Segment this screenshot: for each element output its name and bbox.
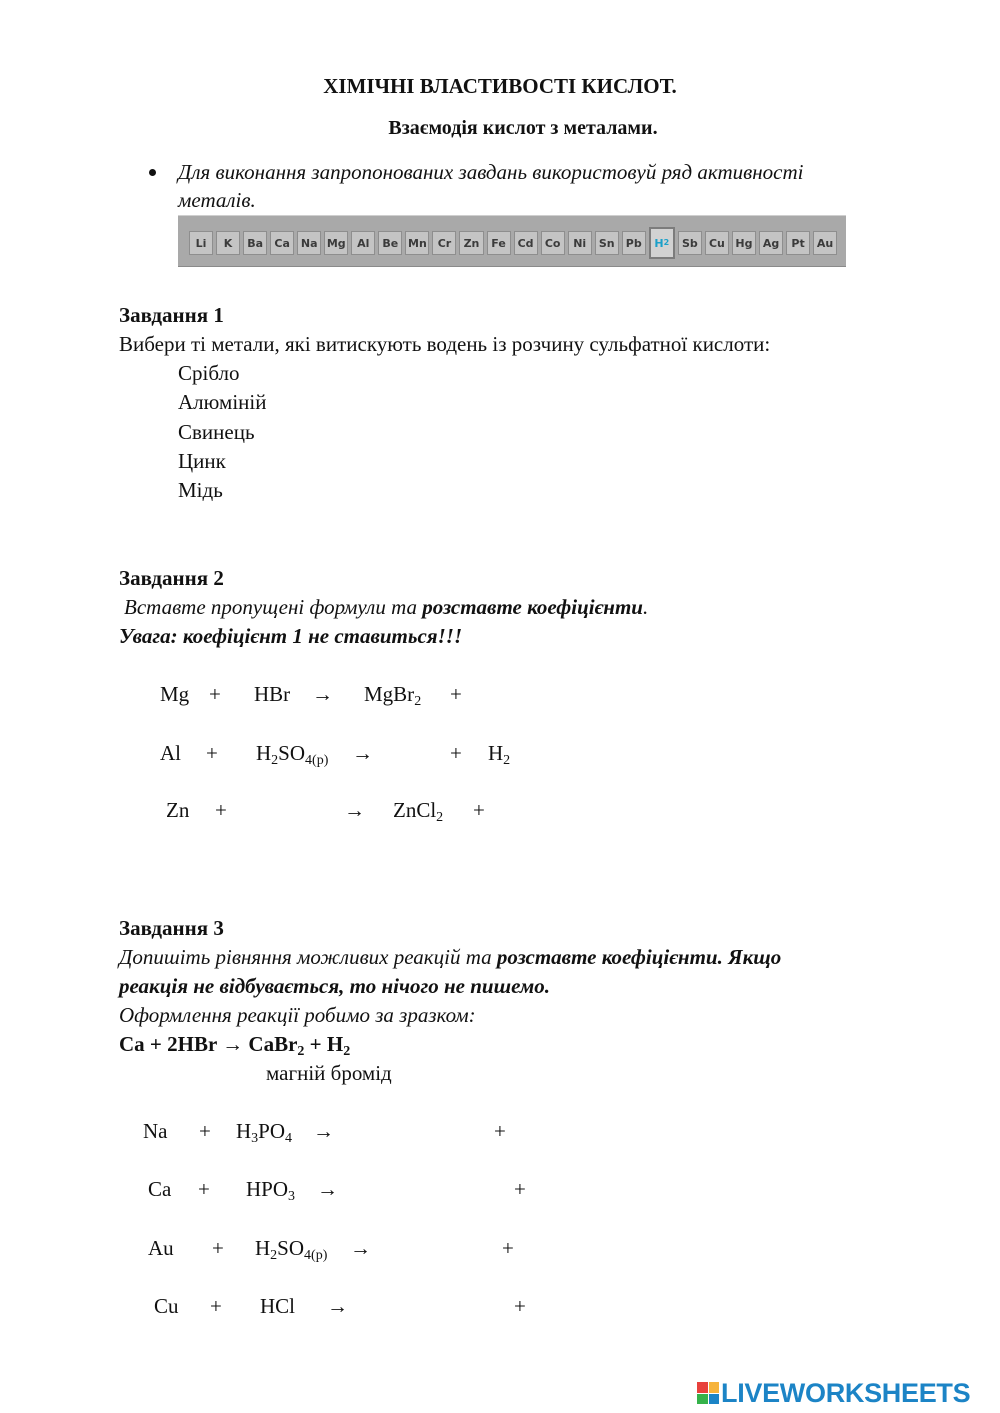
activity-series-cell: Zn xyxy=(459,231,483,255)
t3-eq1-plus2: + xyxy=(494,1119,506,1143)
t2-eq2-plus: + xyxy=(206,741,218,765)
task2-warning: Увага: коефіцієнт 1 не ставиться!!! xyxy=(119,624,463,648)
t2-eq1-product: MgBr$_2$ xyxy=(364,682,422,709)
task1-option[interactable]: Свинець xyxy=(178,420,255,444)
task3-example-label: магній бромід xyxy=(266,1061,392,1085)
task3-instruction-3: Оформлення реакції робимо за зразком: xyxy=(119,1003,476,1027)
task1-option[interactable]: Алюміній xyxy=(178,390,267,414)
t2-eq3-reactant: Zn xyxy=(166,798,190,822)
task1-option[interactable]: Цинк xyxy=(178,449,226,473)
t2-eq3-arrow: → xyxy=(344,798,365,822)
t3-eq1-arrow: → xyxy=(313,1119,334,1143)
activity-series-cell: Fe xyxy=(487,231,511,255)
activity-series-cell: Sn xyxy=(595,231,619,255)
activity-series-cell: Cr xyxy=(432,231,456,255)
task1-option[interactable]: Срібло xyxy=(178,361,240,385)
activity-series-cell: Li xyxy=(189,231,213,255)
t2-eq2-plus2: + xyxy=(450,741,462,765)
t2-eq2-arrow: → xyxy=(352,741,373,765)
task3-example: Ca + 2HBr → CaBr$_2$ + $H_2$ xyxy=(119,1032,351,1059)
activity-series-cell: Pt xyxy=(786,231,810,255)
t3-eq2-plus: + xyxy=(198,1177,210,1201)
page-subtitle: Взаємодія кислот з металами. xyxy=(388,117,658,139)
t3-eq1-reactant: Na xyxy=(143,1119,168,1143)
activity-series-cell: Ni xyxy=(568,231,592,255)
t3-eq2-acid: $HPO_3$ xyxy=(246,1177,296,1204)
task2-instruction: Вставте пропущені формули та розставте коефіцієнти. xyxy=(124,595,649,619)
t3-eq1-acid: $H_3PO_4$ xyxy=(236,1119,293,1146)
activity-series-cell: K xyxy=(216,231,240,255)
t3-eq4-plus2: + xyxy=(514,1294,526,1318)
t2-eq1-plus2: + xyxy=(450,682,462,706)
t3-eq4-plus: + xyxy=(210,1294,222,1318)
activity-series-cell: Ba xyxy=(243,231,267,255)
task2-heading: Завдання 2 xyxy=(119,566,224,590)
activity-series-cell: Ca xyxy=(270,231,294,255)
activity-series-cell: Ag xyxy=(759,231,783,255)
t3-eq4-arrow: → xyxy=(327,1294,348,1318)
liveworksheets-logo-icon xyxy=(697,1382,719,1404)
t2-eq1-plus: + xyxy=(209,682,221,706)
t2-eq1-reactant: Mg xyxy=(160,682,190,706)
t3-eq3-acid: $H_2SO_{4(р)}$ xyxy=(255,1236,328,1263)
activity-series-cell: Pb xyxy=(622,231,646,255)
activity-series-cell: Mn xyxy=(405,231,429,255)
activity-series-cell: Cu xyxy=(705,231,729,255)
activity-series-cell: Na xyxy=(297,231,321,255)
activity-series-cell: Sb xyxy=(678,231,702,255)
t2-eq3-plus2: + xyxy=(473,798,485,822)
t3-eq4-acid: HCl xyxy=(260,1294,296,1318)
activity-series-cell: Al xyxy=(351,231,375,255)
t2-eq1-acid: HBr xyxy=(254,682,291,706)
t3-eq1-plus: + xyxy=(199,1119,211,1143)
t3-eq2-plus2: + xyxy=(514,1177,526,1201)
liveworksheets-logo-text: LIVEWORKSHEETS xyxy=(721,1377,971,1408)
t3-eq2-arrow: → xyxy=(317,1177,338,1201)
activity-series-cell: Hg xyxy=(732,231,756,255)
activity-series-cell: Cd xyxy=(514,231,538,255)
t2-eq2-acid: $H_2SO_{4(р)}$ xyxy=(256,741,329,768)
activity-series-cell: Be xyxy=(378,231,402,255)
task3-heading: Завдання 3 xyxy=(119,916,224,940)
activity-series-strip xyxy=(178,215,846,267)
t3-eq2-reactant: Ca xyxy=(148,1177,172,1201)
t2-eq3-product: ZnCl$_2$ xyxy=(393,798,444,825)
task1-question: Вибери ті метали, які витискують водень із розчину сульфатної кислоти: xyxy=(119,332,771,356)
liveworksheets-logo[interactable] xyxy=(697,1378,970,1408)
bullet-icon xyxy=(149,169,156,176)
activity-series-cell: H 2 xyxy=(649,227,675,259)
t2-eq1-arrow: → xyxy=(312,682,333,706)
task3-instruction-1: Допишіть рівняння можливих реакцій та розставте коефіцієнти. Якщо xyxy=(119,945,782,969)
t3-eq3-plus: + xyxy=(212,1236,224,1260)
task1-option[interactable]: Мідь xyxy=(178,478,223,502)
t2-eq2-hydrogen: $H_2$ xyxy=(488,741,511,768)
activity-series-cell: Mg xyxy=(324,231,348,255)
t3-eq4-reactant: Cu xyxy=(154,1294,179,1318)
t3-eq3-plus2: + xyxy=(502,1236,514,1260)
t2-eq2-reactant: Al xyxy=(160,741,181,765)
t3-eq3-reactant: Au xyxy=(148,1236,174,1260)
activity-series-row xyxy=(189,231,837,255)
page-title: ХІМІЧНІ ВЛАСТИВОСТІ КИСЛОТ. xyxy=(323,74,677,98)
t2-eq3-plus: + xyxy=(215,798,227,822)
intro-line-1: Для виконання запропонованих завдань використовуй ряд активності xyxy=(178,160,804,184)
task1-heading: Завдання 1 xyxy=(119,303,224,327)
activity-series-cell: Co xyxy=(541,231,565,255)
task3-instruction-2: реакція не відбувається, то нічого не пишемо. xyxy=(119,974,551,998)
t3-eq3-arrow: → xyxy=(350,1236,371,1260)
activity-series-cell: Au xyxy=(813,231,837,255)
intro-line-2: металів. xyxy=(178,188,256,212)
